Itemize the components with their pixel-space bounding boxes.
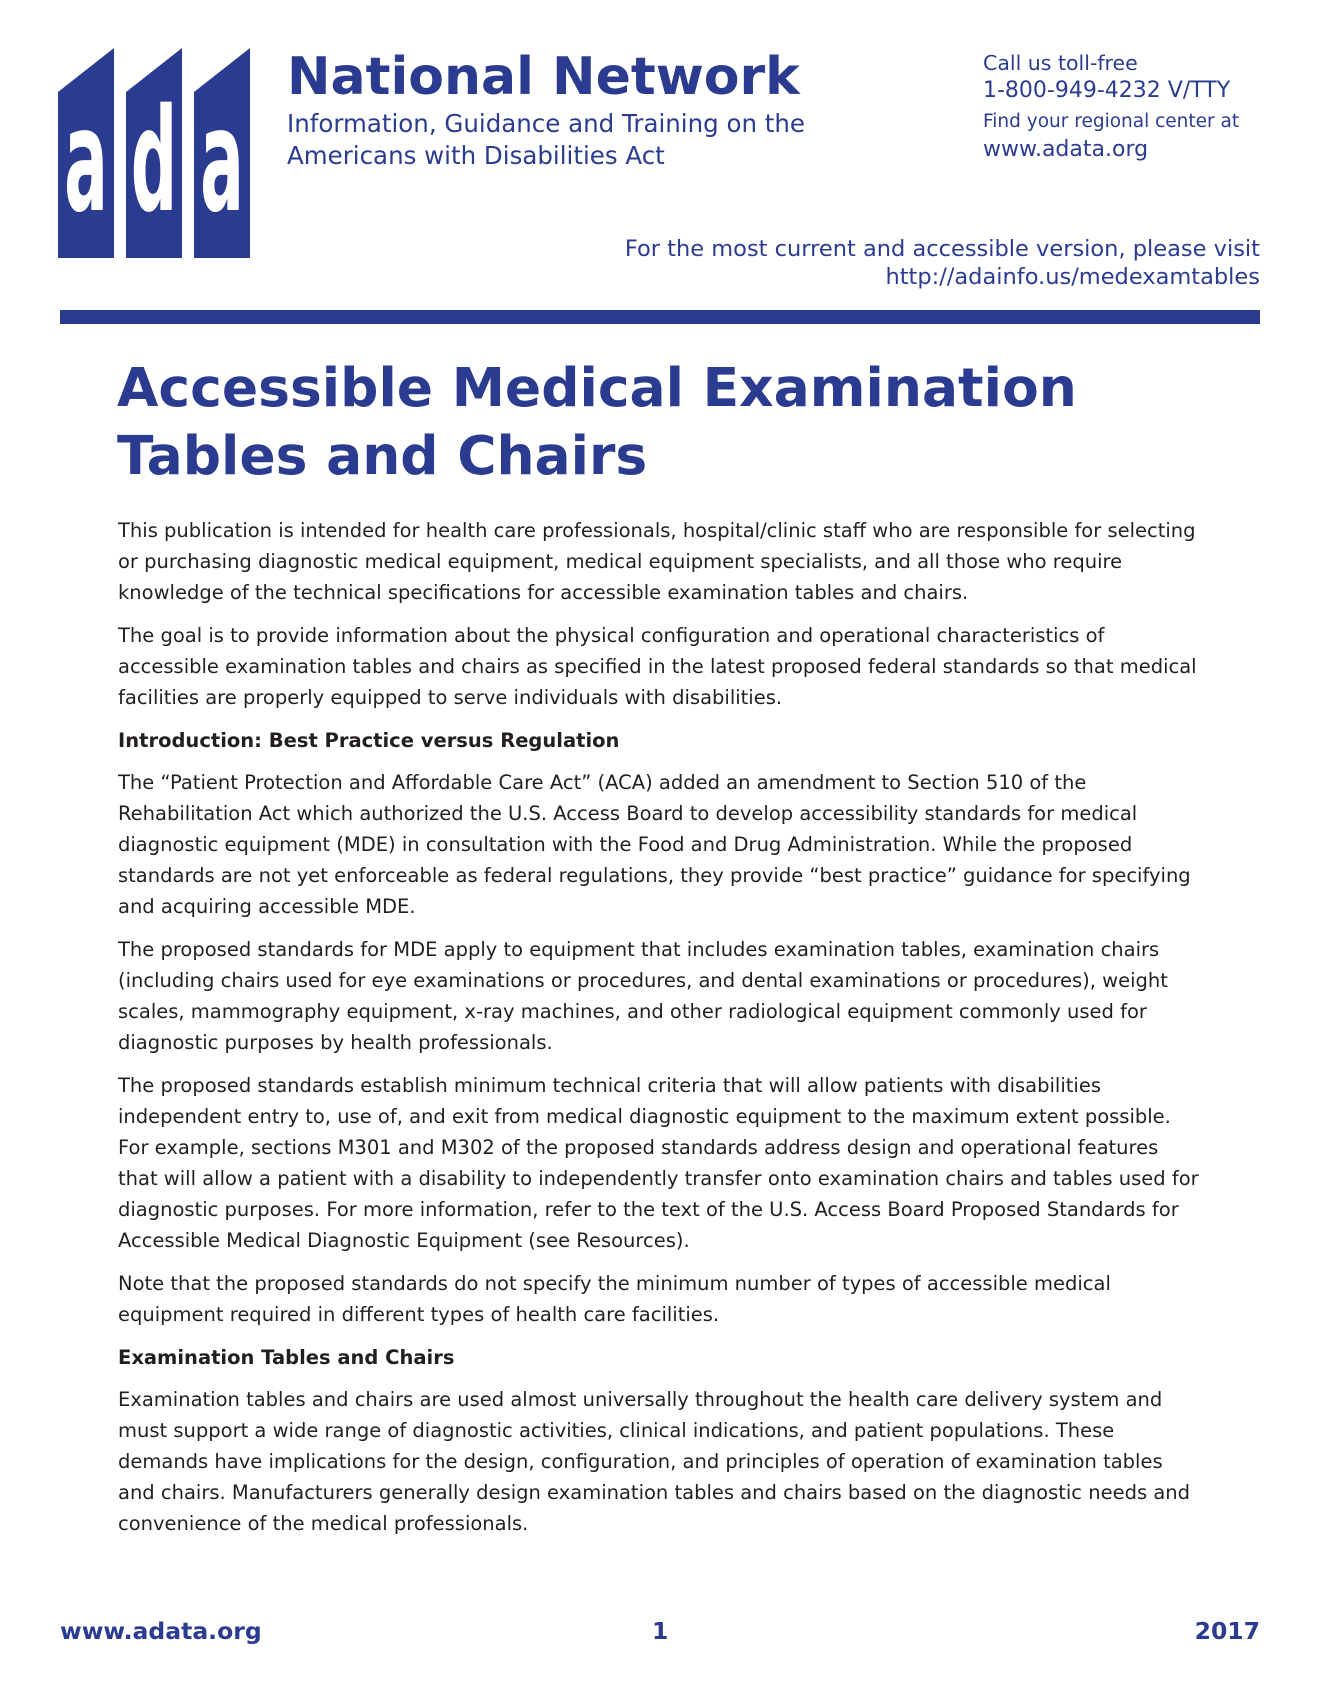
document-title-line2: Tables and Chairs bbox=[117, 424, 648, 487]
network-subtitle bbox=[287, 108, 887, 172]
network-subtitle-line1: Information, Guidance and Training on the bbox=[287, 109, 805, 138]
footer-year: 2017 bbox=[1194, 1617, 1260, 1645]
document-body bbox=[118, 515, 1203, 1551]
introduction-paragraph-4: Note that the proposed standards do not specify the minimum number of types of accessible medical equipment required in different types of health care facilities. bbox=[118, 1272, 1111, 1326]
intro-paragraph-2: The goal is to provide information about the physical configuration and operational characteristics of accessible examination tables and chairs as specified in the latest proposed federal standards so that medical facilities are properly equipped to serve individuals with disabilities. bbox=[118, 624, 1197, 709]
regional-center-label: Find your regional center at bbox=[983, 111, 1240, 132]
exam-tables-paragraph-1: Examination tables and chairs are used almost universally throughout the health care delivery system and must support a wide range of diagnostic activities, clinical indications, and patient populations. These demands have implications for the design, configuration, and principles of operation of examination tables and chairs. Manufacturers generally design examination tables and chairs based on the diagnostic needs and convenience of the medical professionals. bbox=[118, 1388, 1191, 1535]
call-label: Call us toll-free bbox=[983, 51, 1138, 75]
section-heading-exam-tables: Examination Tables and Chairs bbox=[118, 1346, 455, 1369]
document-title bbox=[117, 354, 1077, 490]
visit-url-link[interactable]: http://adainfo.us/medexamtables bbox=[885, 264, 1260, 290]
document-title-line1: Accessible Medical Examination bbox=[117, 356, 1077, 419]
footer-page-number: 1 bbox=[652, 1617, 669, 1645]
ada-logo bbox=[58, 48, 274, 258]
logo-letter-a-second: a bbox=[200, 77, 244, 245]
logo-letter-d: d bbox=[130, 77, 178, 245]
intro-paragraph-1: This publication is intended for health care professionals, hospital/clinic staff who are responsible for selecting or purchasing diagnostic medical equipment, medical equipment specialists, and all those who require knowledge of the technical specifications for accessible examination tables and chairs. bbox=[118, 519, 1196, 604]
visit-notice bbox=[625, 235, 1260, 291]
introduction-paragraph-1: The “Patient Protection and Affordable Care Act” (ACA) added an amendment to Section 510 of the Rehabilitation Act which authorized the U.S. Access Board to develop accessibility standards for medical diagnostic equipment (MDE) in consultation with the Food and Drug Administration. While the proposed standards are not yet enforceable as federal regulations, they provide “best practice” guidance for specifying and acquiring accessible MDE. bbox=[118, 771, 1191, 918]
contact-website-link[interactable]: www.adata.org bbox=[983, 137, 1149, 162]
introduction-paragraph-3: The proposed standards establish minimum technical criteria that will allow patients with disabilities independent entry to, use of, and exit from medical diagnostic equipment to the maximum extent possible. For example, sections M301 and M302 of the proposed standards address design and operational features that will allow a patient with a disability to independently transfer onto examination chairs and tables used for diagnostic purposes. For more information, refer to the text of the U.S. Access Board Proposed Standards for Accessible Medical Diagnostic Equipment (see Resources). bbox=[118, 1074, 1199, 1252]
network-subtitle-line2: Americans with Disabilities Act bbox=[287, 141, 665, 170]
header-divider bbox=[60, 310, 1260, 324]
logo-letter-a: a bbox=[64, 77, 108, 245]
footer-website-link[interactable]: www.adata.org bbox=[60, 1617, 262, 1645]
visit-notice-text: For the most current and accessible version, please visit bbox=[624, 236, 1260, 262]
phone-number[interactable]: 1-800-949-4232 V/TTY bbox=[983, 78, 1231, 103]
network-title: National Network bbox=[287, 47, 800, 107]
contact-block bbox=[983, 50, 1283, 164]
section-heading-introduction: Introduction: Best Practice versus Regulation bbox=[118, 729, 620, 752]
introduction-paragraph-2: The proposed standards for MDE apply to equipment that includes examination tables, examination chairs (including chairs used for eye examinations or procedures, and dental examinations or procedures), weight scales, mammography equipment, x-ray machines, and other radiological equipment commonly used for diagnostic purposes by health professionals. bbox=[118, 938, 1168, 1054]
